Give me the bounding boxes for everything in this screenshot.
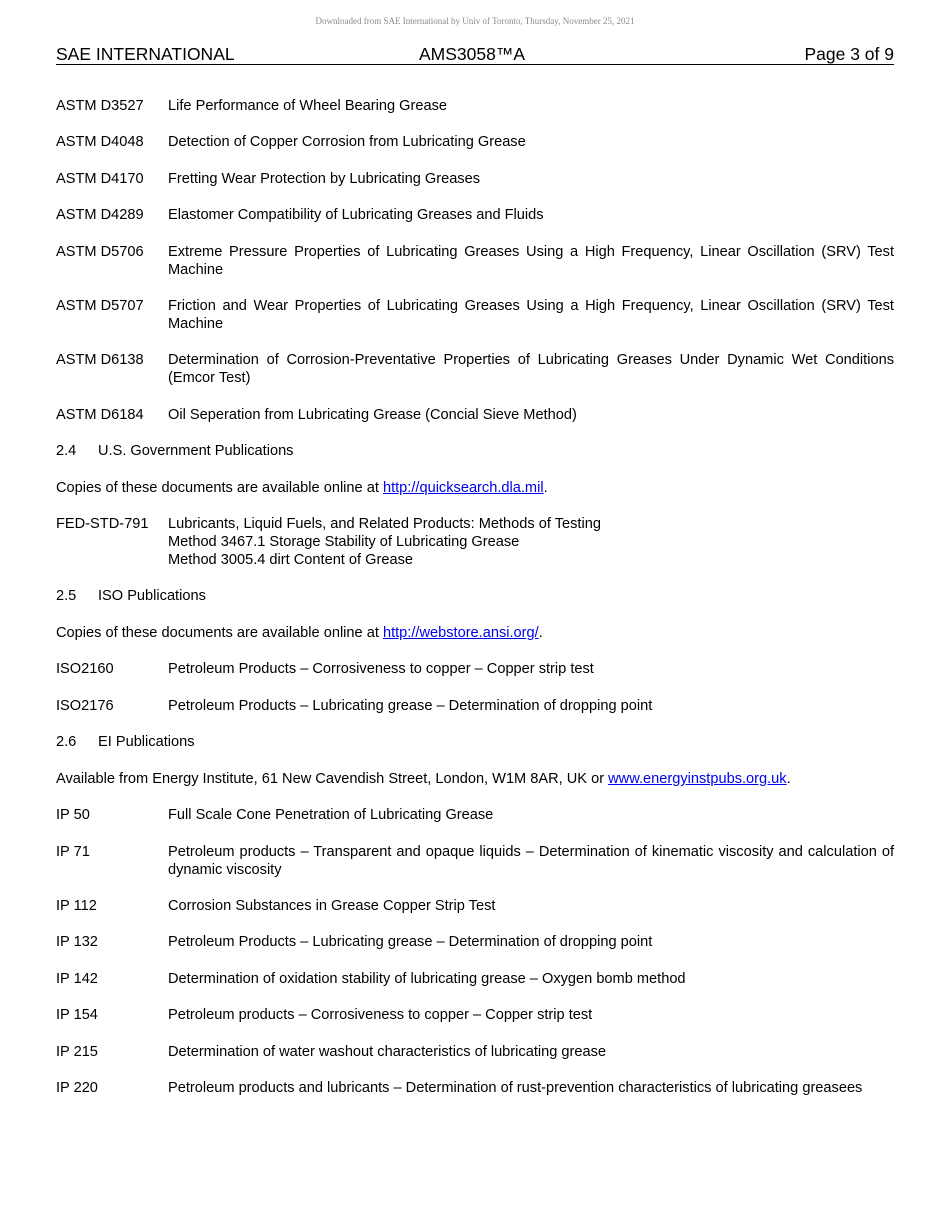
availability-note — [56, 479, 548, 497]
reference-code: ASTM D3527 — [56, 98, 144, 114]
reference-title: Oil Seperation from Lubricating Grease (Concial Sieve Method) — [168, 407, 577, 423]
reference-code: IP 142 — [56, 971, 98, 987]
reference-code: ASTM D6184 — [56, 407, 144, 423]
section-number: 2.4 — [56, 443, 77, 459]
availability-text: Copies of these documents are available online at — [56, 625, 383, 641]
reference-title: Petroleum Products – Corrosiveness to copper – Copper strip test — [168, 661, 594, 677]
reference-code: ASTM D4289 — [56, 207, 144, 223]
availability-text: Available from Energy Institute, 61 New Cavendish Street, London, W1M 8AR, UK or — [56, 771, 609, 787]
reference-code: ASTM D5706 — [56, 244, 144, 260]
availability-text: Copies of these documents are available online at — [56, 480, 383, 496]
section-title: ISO Publications — [98, 588, 206, 604]
reference-code: IP 215 — [56, 1044, 98, 1060]
header-page-number: Page 3 of 9 — [804, 44, 894, 64]
reference-title: Full Scale Cone Penetration of Lubricating Grease — [168, 807, 494, 823]
energy-institute-link[interactable]: www.energyinstpubs.org.uk — [608, 771, 787, 787]
reference-code: IP 71 — [56, 844, 90, 860]
reference-title — [168, 515, 894, 569]
reference-code: IP 50 — [56, 807, 90, 823]
method-line: Method 3005.4 dirt Content of Grease — [168, 552, 414, 568]
reference-title: Determination of water washout characteristics of lubricating grease — [168, 1044, 607, 1060]
reference-code: ASTM D4170 — [56, 171, 144, 187]
reference-title: Friction and Wear Properties of Lubricating Greases Using a High Frequency, Linear Oscillation (SRV) Test Machine — [168, 298, 894, 332]
reference-code: FED-STD-791 — [56, 516, 149, 532]
section-heading-2-6 — [56, 733, 195, 751]
header-document-number: AMS3058™A — [419, 44, 526, 64]
reference-code: ISO2176 — [56, 698, 114, 714]
reference-title: Detection of Copper Corrosion from Lubricating Grease — [168, 134, 526, 150]
page-header — [56, 44, 894, 65]
reference-title: Determination of oxidation stability of lubricating grease – Oxygen bomb method — [168, 971, 686, 987]
section-number: 2.5 — [56, 588, 77, 604]
availability-note — [56, 770, 791, 788]
method-line: Method 3467.1 Storage Stability of Lubricating Grease — [168, 534, 520, 550]
reference-code: ASTM D6138 — [56, 352, 144, 368]
download-watermark: Downloaded from SAE International by Univ of Toronto, Thursday, November 25, 2021 — [315, 16, 635, 26]
reference-title: Petroleum products – Corrosiveness to copper – Copper strip test — [168, 1007, 593, 1023]
availability-suffix: . — [543, 480, 548, 496]
reference-code: ISO2160 — [56, 661, 114, 677]
reference-code: IP 112 — [56, 898, 97, 914]
availability-note — [56, 624, 543, 642]
reference-title: Life Performance of Wheel Bearing Grease — [168, 98, 448, 114]
section-title: EI Publications — [98, 734, 195, 750]
reference-title: Determination of Corrosion-Preventative Properties of Lubricating Greases Under Dynamic Wet Conditions (Emcor Test) — [168, 352, 894, 386]
reference-code: ASTM D5707 — [56, 298, 144, 314]
reference-title: Elastomer Compatibility of Lubricating Greases and Fluids — [168, 207, 544, 223]
section-title: U.S. Government Publications — [98, 443, 294, 459]
reference-title: Petroleum products and lubricants – Determination of rust-prevention characteristics of lubricating greasees — [168, 1080, 863, 1096]
header-organization: SAE INTERNATIONAL — [56, 44, 235, 64]
reference-title: Corrosion Substances in Grease Copper Strip Test — [168, 898, 496, 914]
reference-code: ASTM D4048 — [56, 134, 144, 150]
section-number: 2.6 — [56, 734, 77, 750]
section-heading-2-4 — [56, 442, 293, 460]
reference-code: IP 132 — [56, 934, 98, 950]
reference-title: Fretting Wear Protection by Lubricating Greases — [168, 171, 481, 187]
reference-title: Petroleum Products – Lubricating grease – Determination of dropping point — [168, 934, 653, 950]
reference-title-line: Lubricants, Liquid Fuels, and Related Products: Methods of Testing — [168, 516, 601, 532]
availability-suffix: . — [538, 625, 543, 641]
reference-title: Petroleum products – Transparent and opaque liquids – Determination of kinematic viscosity and calculation of dynamic viscosity — [168, 844, 894, 878]
quicksearch-link[interactable]: http://quicksearch.dla.mil — [382, 480, 544, 496]
ansi-webstore-link[interactable]: http://webstore.ansi.org/ — [382, 625, 539, 641]
section-heading-2-5 — [56, 587, 206, 605]
availability-suffix: . — [786, 771, 791, 787]
reference-title: Extreme Pressure Properties of Lubricating Greases Using a High Frequency, Linear Oscillation (SRV) Test Machine — [168, 244, 894, 278]
reference-code: IP 154 — [56, 1007, 98, 1023]
reference-title: Petroleum Products – Lubricating grease – Determination of dropping point — [168, 698, 653, 714]
reference-code: IP 220 — [56, 1080, 98, 1096]
